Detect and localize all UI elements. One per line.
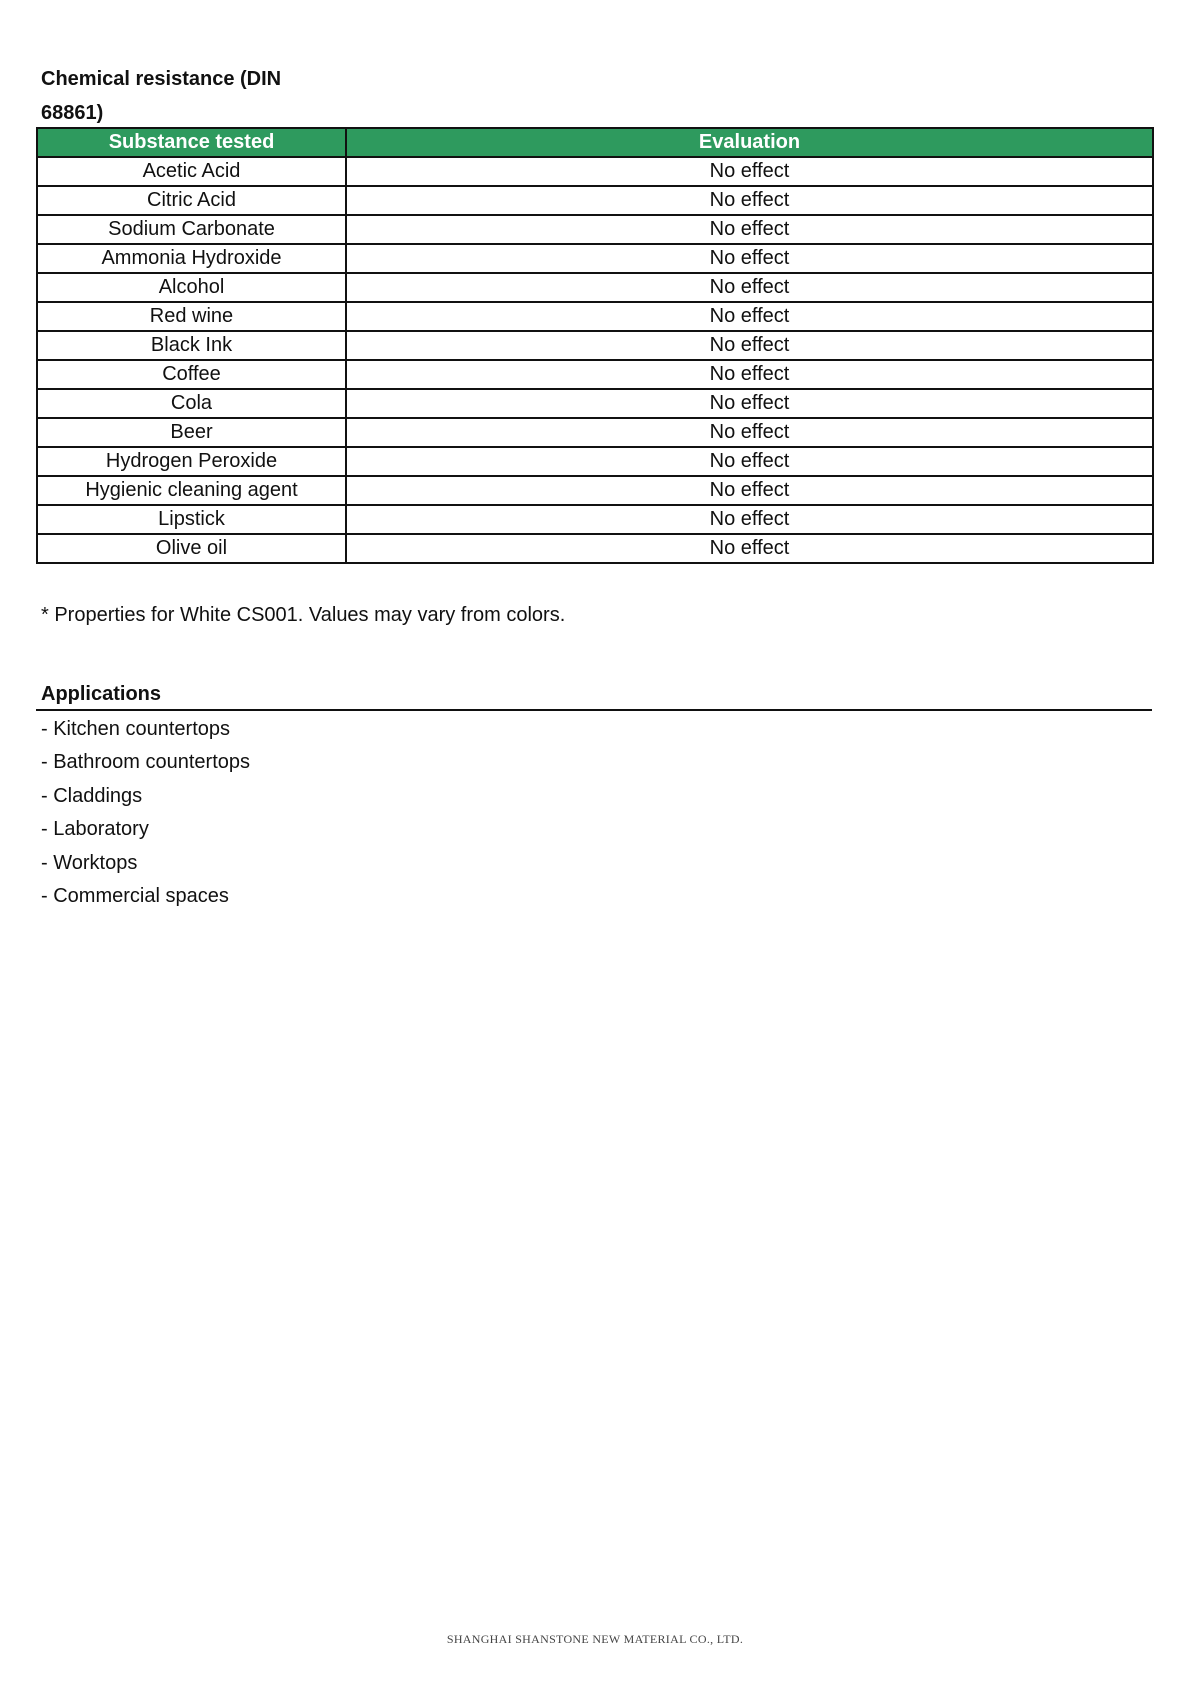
substance-cell: Lipstick	[37, 505, 346, 534]
table-row	[37, 389, 1153, 418]
section-divider	[36, 709, 1152, 711]
evaluation-cell: No effect	[346, 534, 1153, 563]
column-header-evaluation: Evaluation	[346, 128, 1153, 157]
table-row	[37, 476, 1153, 505]
substance-cell: Citric Acid	[37, 186, 346, 215]
substance-cell: Hydrogen Peroxide	[37, 447, 346, 476]
substance-cell: Alcohol	[37, 273, 346, 302]
substance-cell: Hygienic cleaning agent	[37, 476, 346, 505]
substance-cell: Olive oil	[37, 534, 346, 563]
substance-cell: Red wine	[37, 302, 346, 331]
evaluation-cell: No effect	[346, 505, 1153, 534]
table-row	[37, 215, 1153, 244]
chemical-resistance-table	[36, 127, 1154, 564]
list-item: - Claddings	[41, 784, 143, 807]
evaluation-cell: No effect	[346, 360, 1153, 389]
evaluation-cell: No effect	[346, 447, 1153, 476]
list-item: - Bathroom countertops	[41, 751, 250, 774]
column-header-substance: Substance tested	[37, 128, 346, 157]
table-row	[37, 447, 1153, 476]
substance-cell: Ammonia Hydroxide	[37, 244, 346, 273]
table-row	[37, 418, 1153, 447]
table-header-row	[37, 128, 1153, 157]
substance-cell: Beer	[37, 418, 346, 447]
applications-title: Applications	[41, 683, 162, 705]
evaluation-cell: No effect	[346, 244, 1153, 273]
table-body	[37, 157, 1153, 563]
table-row	[37, 331, 1153, 360]
substance-cell: Black Ink	[37, 331, 346, 360]
substance-cell: Sodium Carbonate	[37, 215, 346, 244]
evaluation-cell: No effect	[346, 215, 1153, 244]
evaluation-cell: No effect	[346, 186, 1153, 215]
table-row	[37, 273, 1153, 302]
list-item: - Worktops	[41, 851, 138, 874]
table-row	[37, 244, 1153, 273]
table-row	[37, 534, 1153, 563]
company-footer: SHANGHAI SHANSTONE NEW MATERIAL CO., LTD.	[446, 1632, 744, 1646]
table-row	[37, 360, 1153, 389]
evaluation-cell: No effect	[346, 389, 1153, 418]
table-row	[37, 505, 1153, 534]
table-row	[37, 302, 1153, 331]
substance-cell: Acetic Acid	[37, 157, 346, 186]
list-item: - Commercial spaces	[41, 884, 229, 907]
substance-cell: Coffee	[37, 360, 346, 389]
evaluation-cell: No effect	[346, 302, 1153, 331]
evaluation-cell: No effect	[346, 157, 1153, 186]
footnote: * Properties for White CS001. Values may vary from colors.	[41, 604, 566, 626]
list-item: - Laboratory	[41, 818, 149, 841]
evaluation-cell: No effect	[346, 273, 1153, 302]
evaluation-cell: No effect	[346, 418, 1153, 447]
table-row	[37, 186, 1153, 215]
applications-list	[41, 713, 250, 913]
substance-cell: Cola	[37, 389, 346, 418]
evaluation-cell: No effect	[346, 476, 1153, 505]
evaluation-cell: No effect	[346, 331, 1153, 360]
chemical-resistance-title: Chemical resistance (DIN 68861)	[41, 68, 282, 124]
table-row	[37, 157, 1153, 186]
list-item: - Kitchen countertops	[41, 718, 230, 740]
